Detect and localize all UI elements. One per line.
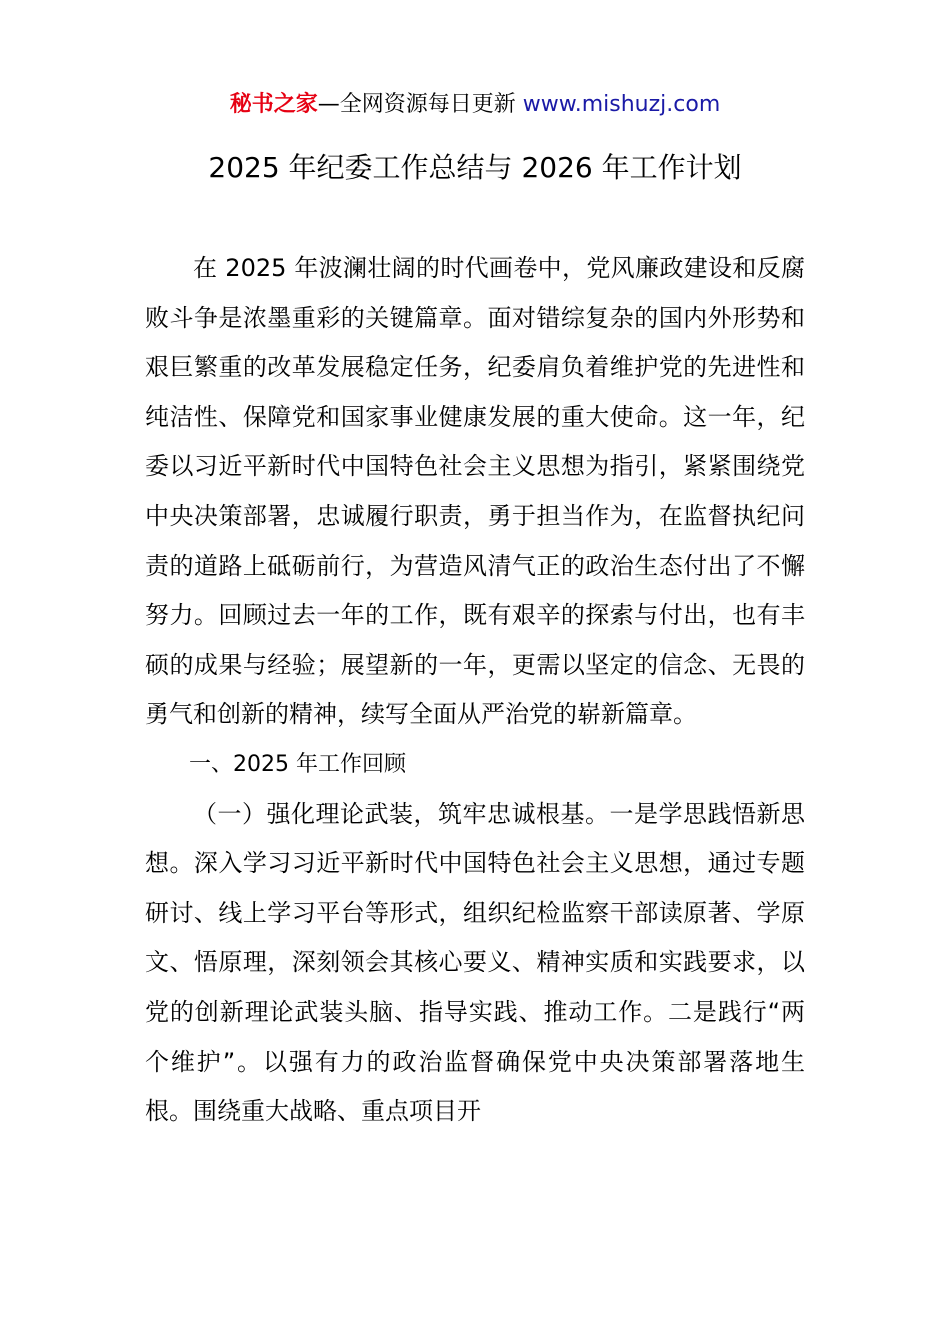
section-paragraph: （一）强化理论武装，筑牢忠诚根基。一是学思践悟新思想。深入学习习近平新时代中国特色社会主义思想，通过专题研讨、线上学习平台等形式，组织纪检监察干部读原著、学原文、悟原理，深刻领会其核心要义、精神实质和实践要求，以党的创新理论武装头脑、指导实践、推动工作。二是践行“两个维护”。以强有力的政治监督确保党中央决策部署落地生根。围绕重大战略、重点项目开 <box>145 799 805 1126</box>
header-slogan: —全网资源每日更新 <box>317 92 523 117</box>
document-body <box>145 244 805 1137</box>
brand-name: 秘书之家 <box>229 92 318 117</box>
intro-paragraph: 在 2025 年波澜壮阔的时代画卷中，党风廉政建设和反腐败斗争是浓墨重彩的关键篇章。面对错综复杂的国内外形势和艰巨繁重的改革发展稳定任务，纪委肩负着维护党的先进性和纯洁性、保障党和国家事业健康发展的重大使命。这一年，纪委以习近平新时代中国特色社会主义思想为指引，紧紧围绕党中央决策部署，忠诚履行职责，勇于担当作为，在监督执纪问责的道路上砥砺前行，为营造风清气正的政治生态付出了不懈努力。回顾过去一年的工作，既有艰辛的探索与付出，也有丰硕的成果与经验；展望新的一年，更需以坚定的信念、无畏的勇气和创新的精神，续写全面从严治党的崭新篇章。 <box>145 254 805 729</box>
site-url-link[interactable]: www.mishuzj.com <box>522 92 721 117</box>
section-heading: 一、2025 年工作回顾 <box>189 751 406 777</box>
document-title: 2025 年纪委工作总结与 2026 年工作计划 <box>208 151 742 184</box>
site-header <box>0 88 950 122</box>
